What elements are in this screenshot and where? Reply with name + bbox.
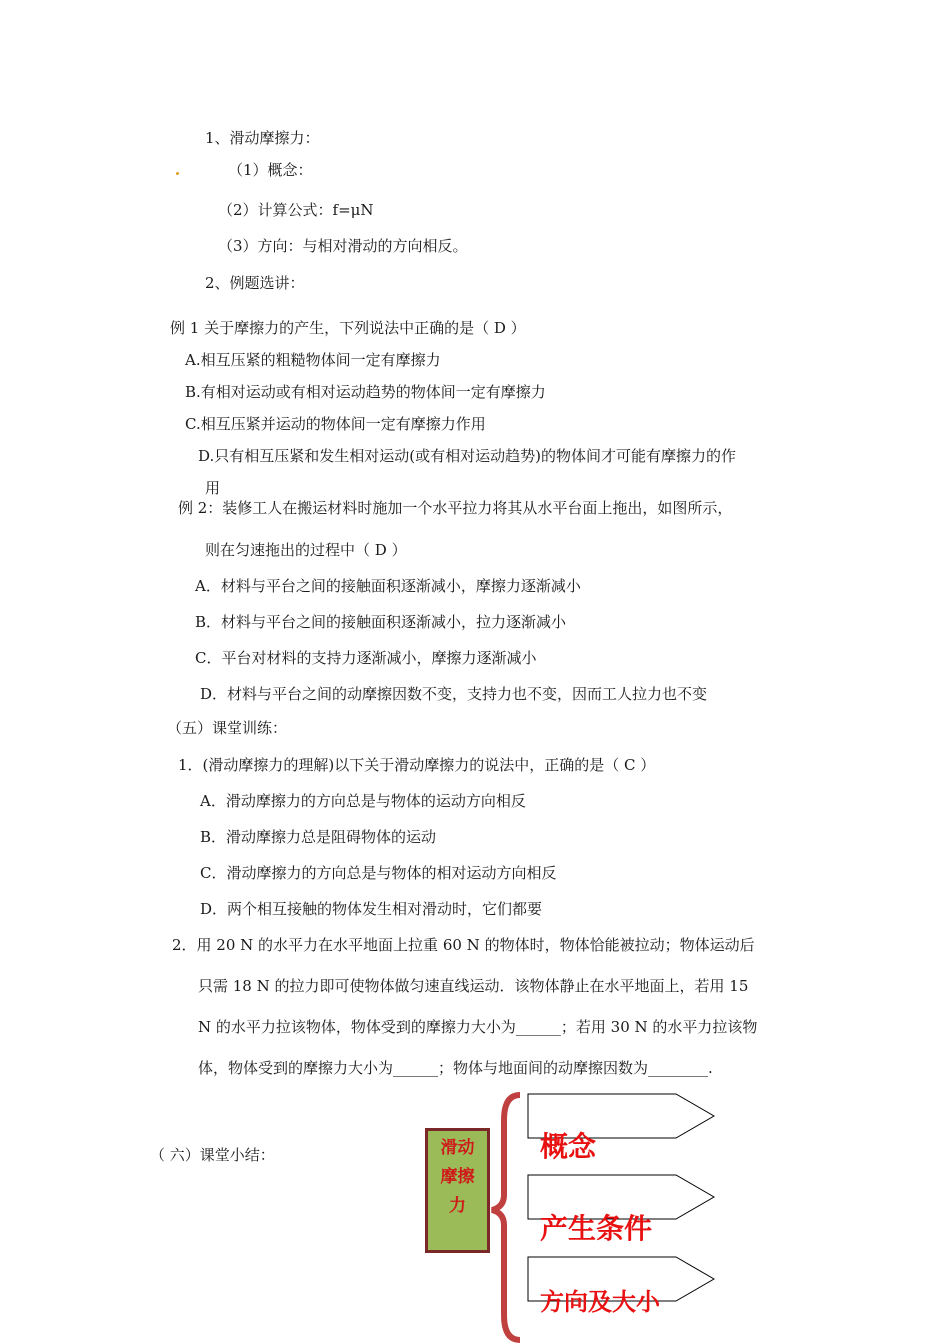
practice-q1: 1．(滑动摩擦力的理解)以下关于滑动摩擦力的说法中，正确的是（ C ）: [178, 756, 656, 774]
practice-q1-option-d: D．两个相互接触的物体发生相对滑动时，它们都要: [200, 900, 543, 918]
practice-q1-option-a: A．滑动摩擦力的方向总是与物体的运动方向相反: [200, 792, 526, 810]
example1-option-d-line1: D.只有相互压紧和发生相对运动(或有相对运动趋势)的物体间才可能有摩擦力的作: [198, 447, 736, 465]
example2-option-d: D．材料与平台之间的动摩擦因数不变，支持力也不变，因而工人拉力也不变: [200, 685, 708, 703]
example1-question: 例 1 关于摩擦力的产生，下列说法中正确的是（ D ）: [170, 319, 526, 337]
concept-box-line: 滑动: [440, 1138, 475, 1158]
summary-heading: （ 六）课堂小结：: [150, 1146, 275, 1164]
practice-q1-option-c: C．滑动摩擦力的方向总是与物体的相对运动方向相反: [200, 864, 557, 882]
concept-box-line: 力: [449, 1196, 466, 1216]
branch-label-direction-magnitude: 方向及大小: [540, 1288, 660, 1316]
example2-question-line2: 则在匀速拖出的过程中（ D ）: [205, 541, 407, 559]
practice-q2-line3: N 的水平力拉该物体，物体受到的摩擦力大小为______；若用 30 N 的水平力拉该物: [198, 1018, 758, 1036]
example2-option-c: C．平台对材料的支持力逐渐减小，摩擦力逐渐减小: [195, 649, 537, 667]
concept-item: （1）概念：: [228, 161, 313, 179]
practice-q1-option-b: B．滑动摩擦力总是阻碍物体的运动: [200, 828, 437, 846]
example2-option-a: A．材料与平台之间的接触面积逐渐减小，摩擦力逐渐减小: [195, 577, 581, 595]
example1-option-d-line2: 用: [205, 479, 221, 497]
example1-option-b: B.有相对运动或有相对运动趋势的物体间一定有摩擦力: [185, 383, 546, 401]
branch-label-conditions: 产生条件: [540, 1212, 653, 1245]
section2-heading: 2、例题选讲：: [205, 274, 305, 292]
practice-q2-line4: 体，物体受到的摩擦力大小为______；物体与地面间的动摩擦因数为________.: [198, 1059, 713, 1077]
branch-label-concept: 概念: [540, 1130, 597, 1163]
summary-concept-box: [425, 1128, 490, 1253]
example2-option-b: B．材料与平台之间的接触面积逐渐减小，拉力逐渐减小: [195, 613, 567, 631]
practice-q2-line1: 2．用 20 N 的水平力在水平地面上拉重 60 N 的物体时，物体恰能被拉动；物体运动后: [172, 936, 755, 954]
example2-question-line1: 例 2：装修工人在搬运材料时施加一个水平拉力将其从水平台面上拖出，如图所示，: [178, 499, 733, 517]
example1-option-c: C.相互压紧并运动的物体间一定有摩擦力作用: [185, 415, 486, 433]
summary-brace: [492, 1095, 520, 1340]
marker-dot: [176, 172, 179, 175]
practice-q2-line2: 只需 18 N 的拉力即可使物体做匀速直线运动．该物体静止在水平地面上，若用 15: [198, 977, 749, 995]
example1-option-a: A.相互压紧的粗糙物体间一定有摩擦力: [185, 351, 441, 369]
practice-heading: （五）课堂训练：: [167, 719, 288, 737]
direction-item: （3）方向：与相对滑动的方向相反。: [218, 237, 468, 255]
section1-heading: 1、滑动摩擦力：: [205, 129, 320, 147]
formula-item: （2）计算公式：f=μN: [218, 201, 374, 219]
concept-box-line: 摩擦: [440, 1167, 475, 1187]
